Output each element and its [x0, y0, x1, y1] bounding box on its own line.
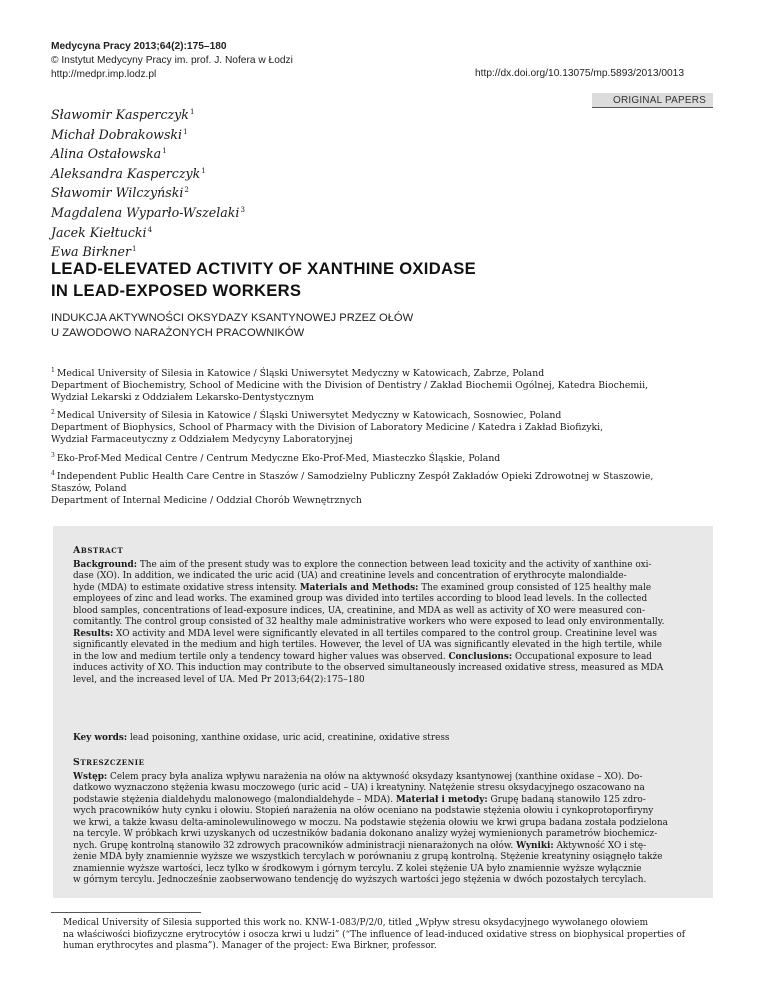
author: Jacek Kiełtucki$^4$	[51, 224, 153, 240]
doi-link[interactable]: http://dx.doi.org/10.13075/mp.5893/2013/0013	[475, 68, 685, 79]
author-list	[51, 104, 245, 261]
affiliation: $^1$ Medical University of Silesia in Katowice / Śląski Uniwersytet Medyczny w Katowicach, Zabrze, Poland Department of Biochemistry, School of Medicine with the Division of Dentistry / Zakład Biochemii Ogólnej, Katedra Biochemii, Wydział Lekarski z Oddziałem Lekarsko-Dentystycznym	[51, 367, 649, 404]
affiliations	[51, 365, 731, 510]
article-title: LEAD-ELEVATED ACTIVITY OF XANTHINE OXIDASE IN LEAD-EXPOSED WORKERS	[51, 259, 477, 300]
article-title-polish: INDUKCJA AKTYWNOŚCI OKSYDAZY KSANTYNOWEJ PRZEZ OŁÓW U ZAWODOWO NARAŻONYCH PRACOWNIKÓW	[51, 312, 414, 339]
affiliation: $^2$ Medical University of Silesia in Katowice / Śląski Uniwersytet Medyczny w Katowicach, Sosnowiec, Poland Department of Biophysics, School of Pharmacy with the Division of Laboratory Medicine / Katedra i Zakład Biofizyki, Wydział Farmaceutyczny z Oddziałem Medycyny Laboratoryjnej	[51, 409, 604, 446]
affiliation: $^3$ Eko-Prof-Med Medical Centre / Centrum Medyczne Eko-Prof-Med, Miasteczko Śląskie, Poland	[51, 451, 501, 464]
keywords: Key words: lead poisoning, xanthine oxidase, uric acid, creatinine, oxidative stress	[73, 733, 450, 743]
author: Ewa Birkner$^1$	[51, 244, 137, 260]
abstract-text: Background: The aim of the present study was to explore the connection between lead toxicity and the activity of xanthine oxi- dase (XO). In addition, we indicated the uric acid (UA) and creatinine levels and concentration of erythrocyte malondialde- hyde (MDA) to estimate oxidative stress intensity. Materials and Methods: The examined group consisted of 125 healthy male employees of zinc and lead works. The examined group was divided into tertiles according to blood lead levels. In the collected blood samples, concentrations of lead-exposure indices, UA, creatinine, and MDA as well as activity of XO were measured con- comitantly. The control group consisted of 32 healthy male administrative workers who were exposed to lead only environmentally. Results: XO activity and MDA level were significantly elevated in all tertiles compared to the control group. Creatinine level was significantly elevated in the medium and high tertiles. However, the level of UA was significantly elevated in the high tertile, while in the low and medium tertile only a tendency toward higher values was observed. Conclusions: Occupational exposure to lead induces activity of XO. This induction may contribute to the observed simultaneously increased oxidative stress, measured as MDA level, and the increased level of UA. Med Pr 2013;64(2):175–180	[73, 560, 665, 685]
affiliation: $^4$ Independent Public Health Care Centre in Staszów / Samodzielny Publiczny Zespół Zakładów Opieki Zdrowotnej w Staszowie, Staszów, Poland Department of Internal Medicine / Oddział Chorób Wewnętrznych	[51, 469, 654, 506]
author: Sławomir Wilczyński$^2$	[51, 185, 189, 201]
author: Alina Ostałowska$^1$	[51, 146, 167, 162]
author: Magdalena Wyparło-Wszelaki$^3$	[51, 204, 245, 220]
abstract-heading: Abstract	[73, 545, 124, 556]
author: Michał Dobrakowski$^1$	[51, 126, 188, 142]
section-badge: ORIGINAL PAPERS	[592, 93, 713, 108]
journal-citation: Medycyna Pracy 2013;64(2):175–180	[51, 41, 227, 52]
journal-header	[51, 40, 293, 82]
footnote-divider	[51, 912, 201, 913]
author: Aleksandra Kasperczyk$^1$	[51, 165, 206, 181]
streszczenie-heading: Streszczenie	[73, 757, 145, 768]
copyright: © Instytut Medycyny Pracy im. prof. J. Nofera w Łodzi	[51, 55, 293, 66]
journal-url[interactable]: http://medpr.imp.lodz.pl	[51, 69, 157, 80]
funding-footnote: Medical University of Silesia supported this work no. KNW-1-083/P/2/0, titled „Wpływ stresu oksydacyjnego wywołanego ołowiem na właściwości biofizyczne erytrocytów i osocza krwi u ludzi” (“The influence of lead-induced oxidative stress on biophysical properties of human erythrocytes and plasma”). Manager of the project: Ewa Birkner, professor.	[63, 918, 686, 952]
streszczenie-text: Wstęp: Celem pracy była analiza wpływu narażenia na ołów na aktywność oksydazy ksantynowej (xanthine oxidase – XO). Do- datkowo wyznaczono stężenia kwasu moczowego (uric acid – UA) i kreatyniny. Natężenie stresu oksydacyjnego oszacowano na podstawie stężenia dialdehydu malonowego (malondialdehyde – MDA). Materiał i metody: Grupę badaną stanowiło 125 zdro- wych pracowników huty cynku i ołowiu. Stopień narażenia na ołów oceniano na podstawie stężenia ołowiu i cynkoprotoporfiryny we krwi, a także kwasu delta-aminolewulinowego w moczu. Na podstawie stężenia ołowiu we krwi grupa badana została podzielona na tercyle. W próbkach krwi uzyskanych od uczestników badania dokonano analizy wyżej wymienionych parametrów biochemicz- nych. Grupę kontrolną stanowiło 32 zdrowych pracowników administracji nienarażonych na ołów. Wyniki: Aktywność XO i stę- żenie MDA były znamiennie wyższe we wszystkich tercylach w porównaniu z grupą kontrolną. Stężenie kreatyniny osiągnęło także znamiennie wyższe wartości, lecz tylko w środkowym i górnym tercylu. Z kolei stężenie UA było znamiennie wyższe wyłącznie w górnym tercylu. Jednocześnie zaobserwowano tendencję do wyższych wartości jego stężenia w dwóch pozostałych tercylach.	[73, 772, 668, 886]
author: Sławomir Kasperczyk$^1$	[51, 107, 195, 122]
